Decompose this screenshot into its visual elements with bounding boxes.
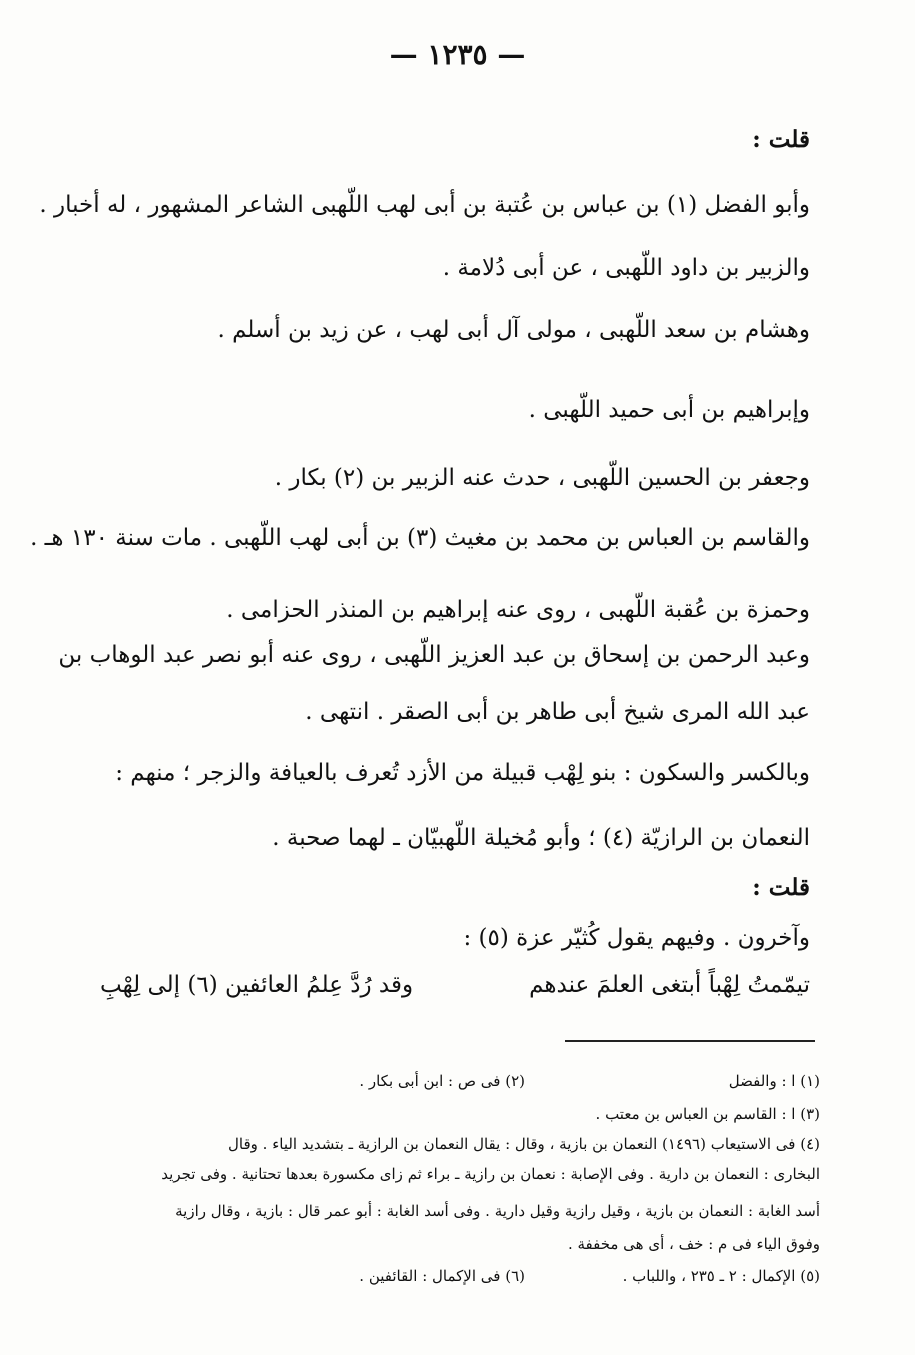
body-line: والزبير بن داود اللّهبى ، عن أبى دُلامة . — [442, 255, 810, 281]
footnote-5: (٥) الإكمال : ٢ ـ ٢٣٥ ، واللباب . — [622, 1267, 820, 1285]
body-line: وإبراهيم بن أبى حميد اللّهبى . — [528, 397, 810, 423]
poem-hemistich-2: وقد رُدَّ عِلمُ العائفين (٦) إلى لِهْبِ — [100, 972, 414, 998]
footnote-separator — [565, 1040, 815, 1042]
body-line: قلت : — [752, 126, 810, 153]
footnote-3: (٣) ا : القاسم بن العباس بن معتب . — [595, 1105, 820, 1123]
footnote-4-cont: البخارى : النعمان بن دارية . وفى الإصابة : نعمان بن رازية ـ براء ثم زاى مكسورة بعدها تحتانية . وفى تجريد — [161, 1165, 820, 1183]
body-line: عبد الله المرى شيخ أبى طاهر بن أبى الصقر . انتهى . — [305, 699, 810, 725]
body-line: قلت : — [752, 874, 810, 901]
footnote-4-cont: أسد الغابة : النعمان بن بازية ، وقيل رازية وقيل دارية . وفى أسد الغابة : أبو عمر قال : بازية ، وقال رازية — [175, 1202, 820, 1220]
footnote-2: (٢) فى ص : ابن أبى بكار . — [359, 1072, 525, 1090]
poem-hemistich-1: تيمّمتُ لِهْباً أبتغى العلمَ عندهم — [529, 972, 810, 998]
footnote-4-cont: وفوق الياء فى م : خف ، أى هى مخففة . — [567, 1235, 820, 1253]
footnote-4: (٤) فى الاستيعاب (١٤٩٦) النعمان بن بازية ، وقال : يقال النعمان بن الرازية ـ بتشديد الياء . وقال — [228, 1135, 820, 1153]
body-line: وجعفر بن الحسين اللّهبى ، حدث عنه الزبير بن (٢) بكار . — [274, 465, 810, 491]
body-line: وهشام بن سعد اللّهبى ، مولى آل أبى لهب ، عن زيد بن أسلم . — [217, 317, 810, 343]
body-line: وحمزة بن عُقبة اللّهبى ، روى عنه إبراهيم بن المنذر الحزامى . — [226, 597, 810, 623]
footnote-6: (٦) فى الإكمال : القائفين . — [359, 1267, 525, 1285]
page-number: — ١٢٣٥ — — [389, 38, 526, 71]
body-line: وعبد الرحمن بن إسحاق بن عبد العزيز اللّهبى ، روى عنه أبو نصر عبد الوهاب بن — [58, 642, 810, 668]
body-line: وبالكسر والسكون : بنو لِهْب قبيلة من الأزد تُعرف بالعيافة والزجر ؛ منهم : — [115, 760, 810, 786]
body-line: النعمان بن الرازيّة (٤) ؛ وأبو مُخيلة اللّهبيّان ـ لهما صحبة . — [272, 825, 810, 851]
footnote-1: (١) ا : والفضل — [728, 1072, 820, 1090]
body-line: والقاسم بن العباس بن محمد بن مغيث (٣) بن أبى لهب اللّهبى . مات سنة ١٣٠ هـ . — [30, 525, 810, 551]
body-line: وأبو الفضل (١) بن عباس بن عُتبة بن أبى لهب اللّهبى الشاعر المشهور ، له أخبار . — [39, 192, 810, 218]
body-line: وآخرون . وفيهم يقول كُثيّر عزة (٥) : — [463, 925, 810, 951]
